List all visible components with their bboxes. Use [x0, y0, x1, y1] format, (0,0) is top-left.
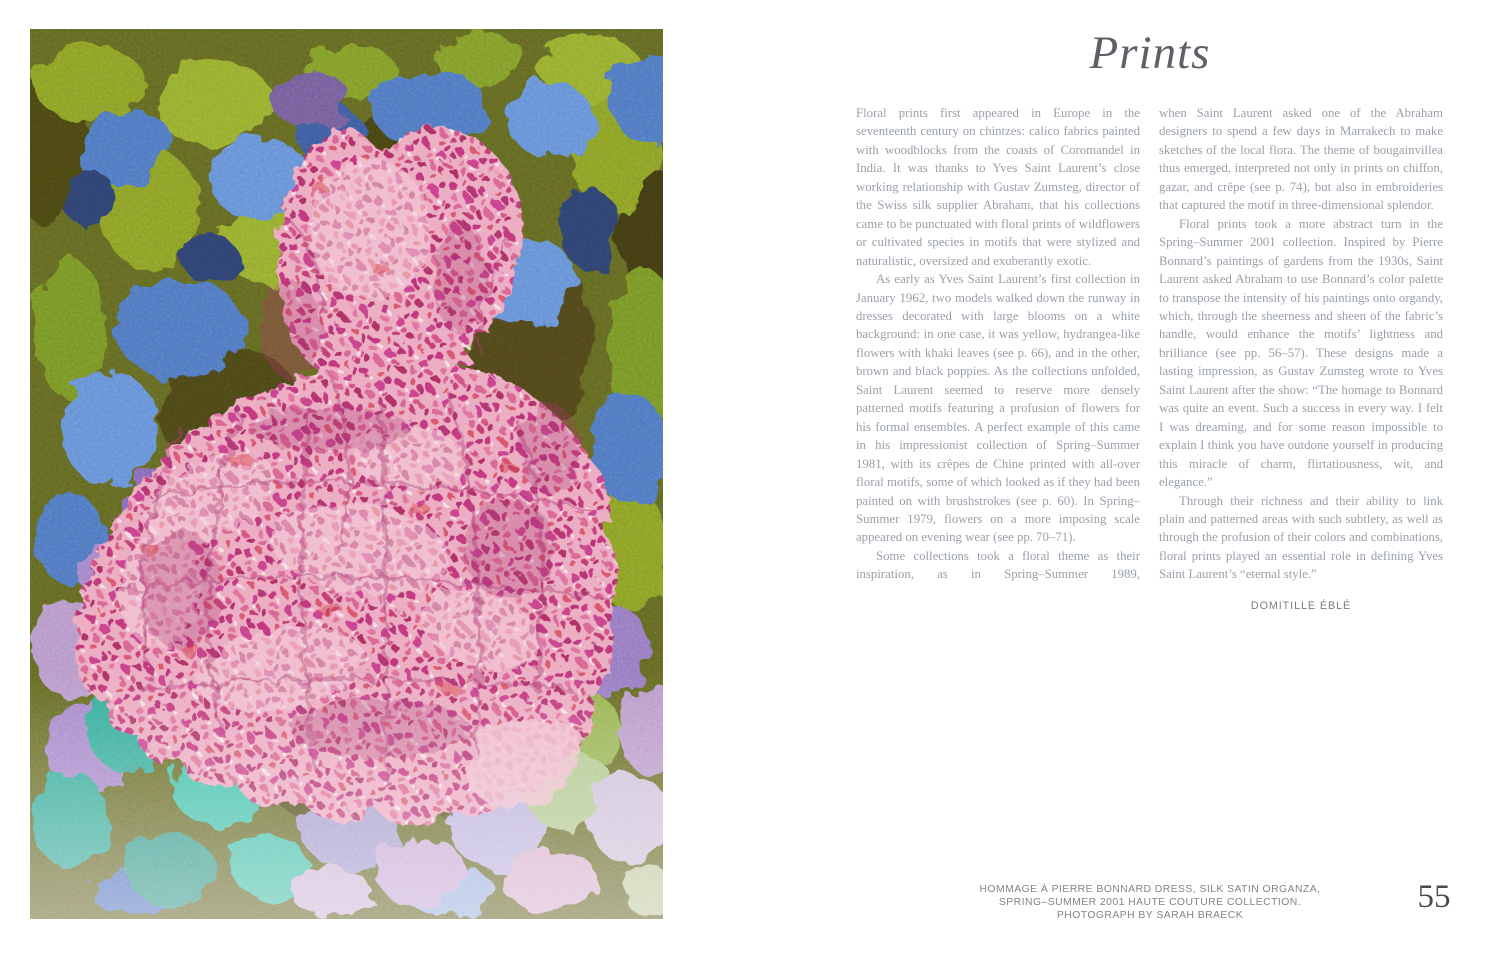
paragraph: Through their richness and their ability to link plain and patterned areas with such subtlety, as well as through the profusion of their colors and combinations, floral prints played an essential role in defining Yves Saint Laurent’s “eternal style.” — [1159, 493, 1443, 582]
text-column-1 — [856, 104, 1140, 615]
author-byline: DOMITILLE ÉBLÉ — [1250, 599, 1352, 612]
caption-line: HOMMAGE À PIERRE BONNARD DRESS, SILK SATIN ORGANZA, — [979, 884, 1321, 895]
article — [856, 28, 1444, 615]
photo-caption — [856, 883, 1444, 923]
caption-line: SPRING–SUMMER 2001 HAUTE COUTURE COLLECTION. — [998, 897, 1302, 909]
dress-photograph — [30, 29, 663, 919]
text-columns — [856, 104, 1444, 615]
paragraph: Floral prints first appeared in Europe in the seventeenth century on chintzes: calico fabrics painted with woodblocks from the coasts of Coromandel in India. It was thanks to Yves Saint Laurent’s close working relationship with Gustav Zumsteg, director of the Swiss silk supplier Abraham, that his collections came to be punctuated with floral prints of wildflowers or cultivated species in motifs that were stylized and naturalistic, oversized and exuberantly exotic. — [856, 106, 1140, 268]
paragraph: when Saint Laurent asked one of the Abraham designers to spend a few days in Marrakech to make sketches of the local flora. The theme of bougainvillea thus emerged, interpreted not only in prints on chiffon, gazar, and crêpe (see p. 74), but also in embroideries that captured the motif in three-dimensional splendor. — [1159, 106, 1443, 213]
paragraph: Some collections took a floral theme as their inspiration, as in Spring–Summer 1989, — [856, 548, 1140, 582]
photo-grain-overlay — [30, 29, 663, 919]
page-number: 55 — [1417, 879, 1451, 915]
text-column-2 — [1159, 104, 1443, 615]
paragraph: As early as Yves Saint Laurent’s first collection in January 1962, two models walked down the runway in dresses decorated with large blooms on a white background: in one case, it was yellow, hydrangea-like flowers with khaki leaves (see p. 66), and in the other, brown and black poppies. As the collections unfolded, Saint Laurent seemed to reserve more densely patterned motifs featuring a profusion of flowers for his formal ensembles. A perfect example of this came in his impressionist collection of Spring–Summer 1981, with its crêpes de Chine printed with all-over floral motifs, some of which looked as if they had been painted on with brushstrokes (see p. 60). In Spring–Summer 1979, flowers on a more imposing scale appeared on evening wear (see pp. 70–71). — [856, 272, 1140, 545]
paragraph: Floral prints took a more abstract turn in the Spring–Summer 2001 collection. Inspired by Pierre Bonnard’s paintings of gardens from the 1930s, Saint Laurent asked Abraham to use Bonnard’s color palette to transpose the intensity of his paintings onto organdy, which, through the sheerness and sheen of the fabric’s handle, would enhance the motifs’ lightness and brilliance (see pp. 56–57). These designs made a lasting impression, as Gustav Zumsteg wrote to Yves Saint Laurent after the show: “The homage to Bonnard was quite an event. Such a success in every way. I felt I was dreaming, and for some reason impossible to explain I think you have outdone yourself in producing this miracle of charm, flirtatiousness, wit, and elegance.” — [1159, 216, 1443, 490]
page-title: Prints — [1089, 27, 1211, 79]
caption-line: PHOTOGRAPH BY SARAH BRAECK — [1056, 910, 1244, 922]
